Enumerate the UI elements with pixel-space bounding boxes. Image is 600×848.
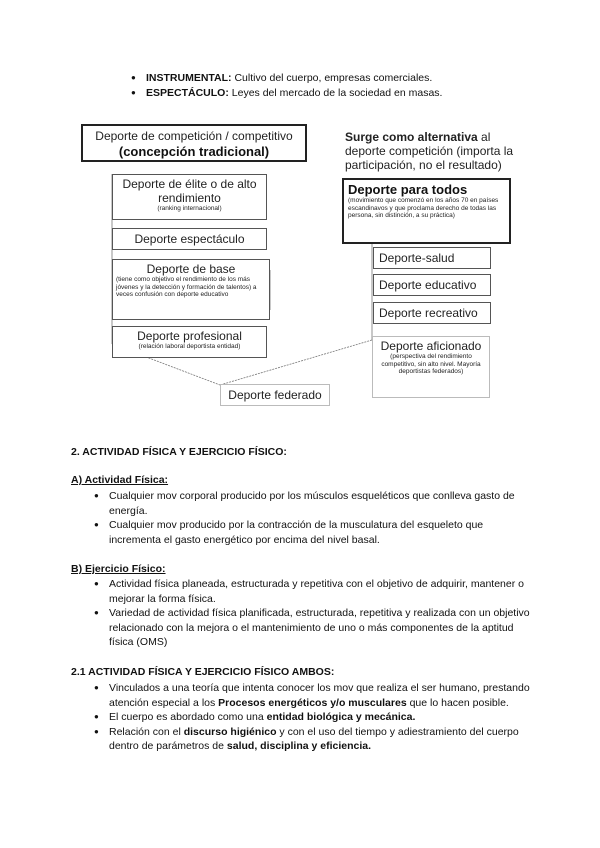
box-competicion-line2: (concepción tradicional): [118, 144, 270, 159]
box-profesional-note: (relación laboral deportista entidad): [138, 343, 241, 350]
box-base-note: (tiene como objetivo el rendimiento de los más jóvenes y la detección y formación de talentos) a veces confusión con deporte educativo: [116, 276, 257, 299]
box-aficionado-note: (perspectiva del rendimiento competitivo, sin alto nivel. Mayoría deportistas federados): [381, 353, 481, 376]
item3-bold2: salud, disciplina y eficiencia.: [226, 740, 372, 752]
list-item: [91, 681, 531, 710]
item1-tail: que lo hacen posible.: [406, 696, 509, 709]
section-a-list: [91, 489, 531, 547]
section-21-list: [91, 681, 531, 754]
list-item: ● Cualquier mov producido por la contracción de la musculatura del esqueleto que incrementa el gasto energético por encima del nivel basal.: [91, 518, 531, 547]
text-surge-rest: al deporte competición (importa la participación, no el resultado): [345, 130, 514, 172]
box-para-todos-note: (movimiento que comenzó en los años 70 en países escandinavos y que proclama derecho de todas las persona, sin distinción, a su práctica): [348, 197, 499, 220]
box-aficionado: [372, 336, 490, 398]
item2-bold: entidad biológica y mecánica.: [266, 711, 416, 723]
box-espectaculo-title: Deporte espectáculo: [134, 232, 245, 246]
box-competicion-line1: Deporte de competición / competitivo: [95, 129, 293, 143]
item3-mid: y con el uso del tiempo y adiestramiento del cuerpo dentro de parámetros de: [109, 725, 519, 752]
box-federado-title: Deporte federado: [228, 388, 322, 402]
box-elite-note: (ranking internacional): [157, 205, 222, 212]
box-salud: [373, 247, 491, 269]
list-item: [91, 710, 531, 725]
section-b-list: [91, 577, 531, 650]
text-surge-bold: Surge como alternativa: [345, 130, 478, 144]
box-recreativo-title: Deporte recreativo: [379, 306, 478, 320]
list-item: ● Cualquier mov corporal producido por los músculos esqueléticos que conlleva gasto de energía.: [91, 489, 531, 518]
box-elite: [112, 174, 267, 220]
list-item: [91, 725, 531, 754]
section-21-heading: 2.1 ACTIVIDAD FÍSICA Y EJERCICIO FÍSICO AMBOS:: [71, 666, 335, 678]
box-profesional-title: Deporte profesional: [137, 329, 242, 343]
box-federado: [220, 384, 330, 406]
section-a-heading-text: A) Actividad Física:: [71, 474, 169, 486]
bullet-espectaculo-label: ESPECTÁCULO:: [146, 86, 229, 99]
box-competicion: [81, 124, 307, 162]
section-2-heading: 2. ACTIVIDAD FÍSICA Y EJERCICIO FÍSICO:: [71, 446, 287, 458]
box-educativo-title: Deporte educativo: [379, 278, 477, 292]
box-aficionado-title: Deporte aficionado: [380, 339, 482, 353]
box-base-title: Deporte de base: [146, 262, 236, 276]
bullet-instrumental-text: Cultivo del cuerpo, empresas comerciales.: [231, 72, 433, 84]
item3-text: Relación con el: [109, 725, 184, 738]
list-item: ● Variedad de actividad física planificada, estructurada, repetitiva y realizada con un objetivo relacionado con la mejora o el mantenimiento de uno o más componentes de la aptitud física (OMS): [91, 606, 531, 650]
item1-text: Vinculados a una teoría que intenta conocer los mov que realiza el ser humano, prestando atención especial a los: [109, 682, 530, 709]
box-para-todos: [342, 178, 511, 244]
item1-bold: Procesos energéticos y/o musculares: [218, 696, 407, 709]
box-profesional: [112, 326, 267, 358]
box-elite-title: Deporte de élite o de alto rendimiento: [122, 177, 257, 205]
item3-bold1: discurso higiénico: [183, 725, 277, 738]
box-base: [112, 259, 270, 320]
section-b-heading: [71, 563, 166, 575]
bullet-espectaculo-text: Leyes del mercado de la sociedad en masas.: [228, 86, 443, 99]
bullet-instrumental-label: INSTRUMENTAL:: [146, 72, 232, 84]
box-educativo: [373, 274, 491, 296]
box-para-todos-title: Deporte para todos: [348, 182, 468, 197]
text-surge: [345, 130, 520, 172]
section-a-heading: [71, 474, 168, 486]
section-b-heading-text: B) Ejercicio Físico:: [71, 563, 166, 575]
box-recreativo: [373, 302, 491, 324]
item2-text: El cuerpo es abordado como una: [109, 711, 267, 723]
list-item: ● Actividad física planeada, estructurada y repetitiva con el objetivo de adquirir, mantener o mejorar la forma física.: [91, 577, 531, 606]
box-espectaculo: [112, 228, 267, 250]
box-salud-title: Deporte-salud: [379, 251, 455, 265]
